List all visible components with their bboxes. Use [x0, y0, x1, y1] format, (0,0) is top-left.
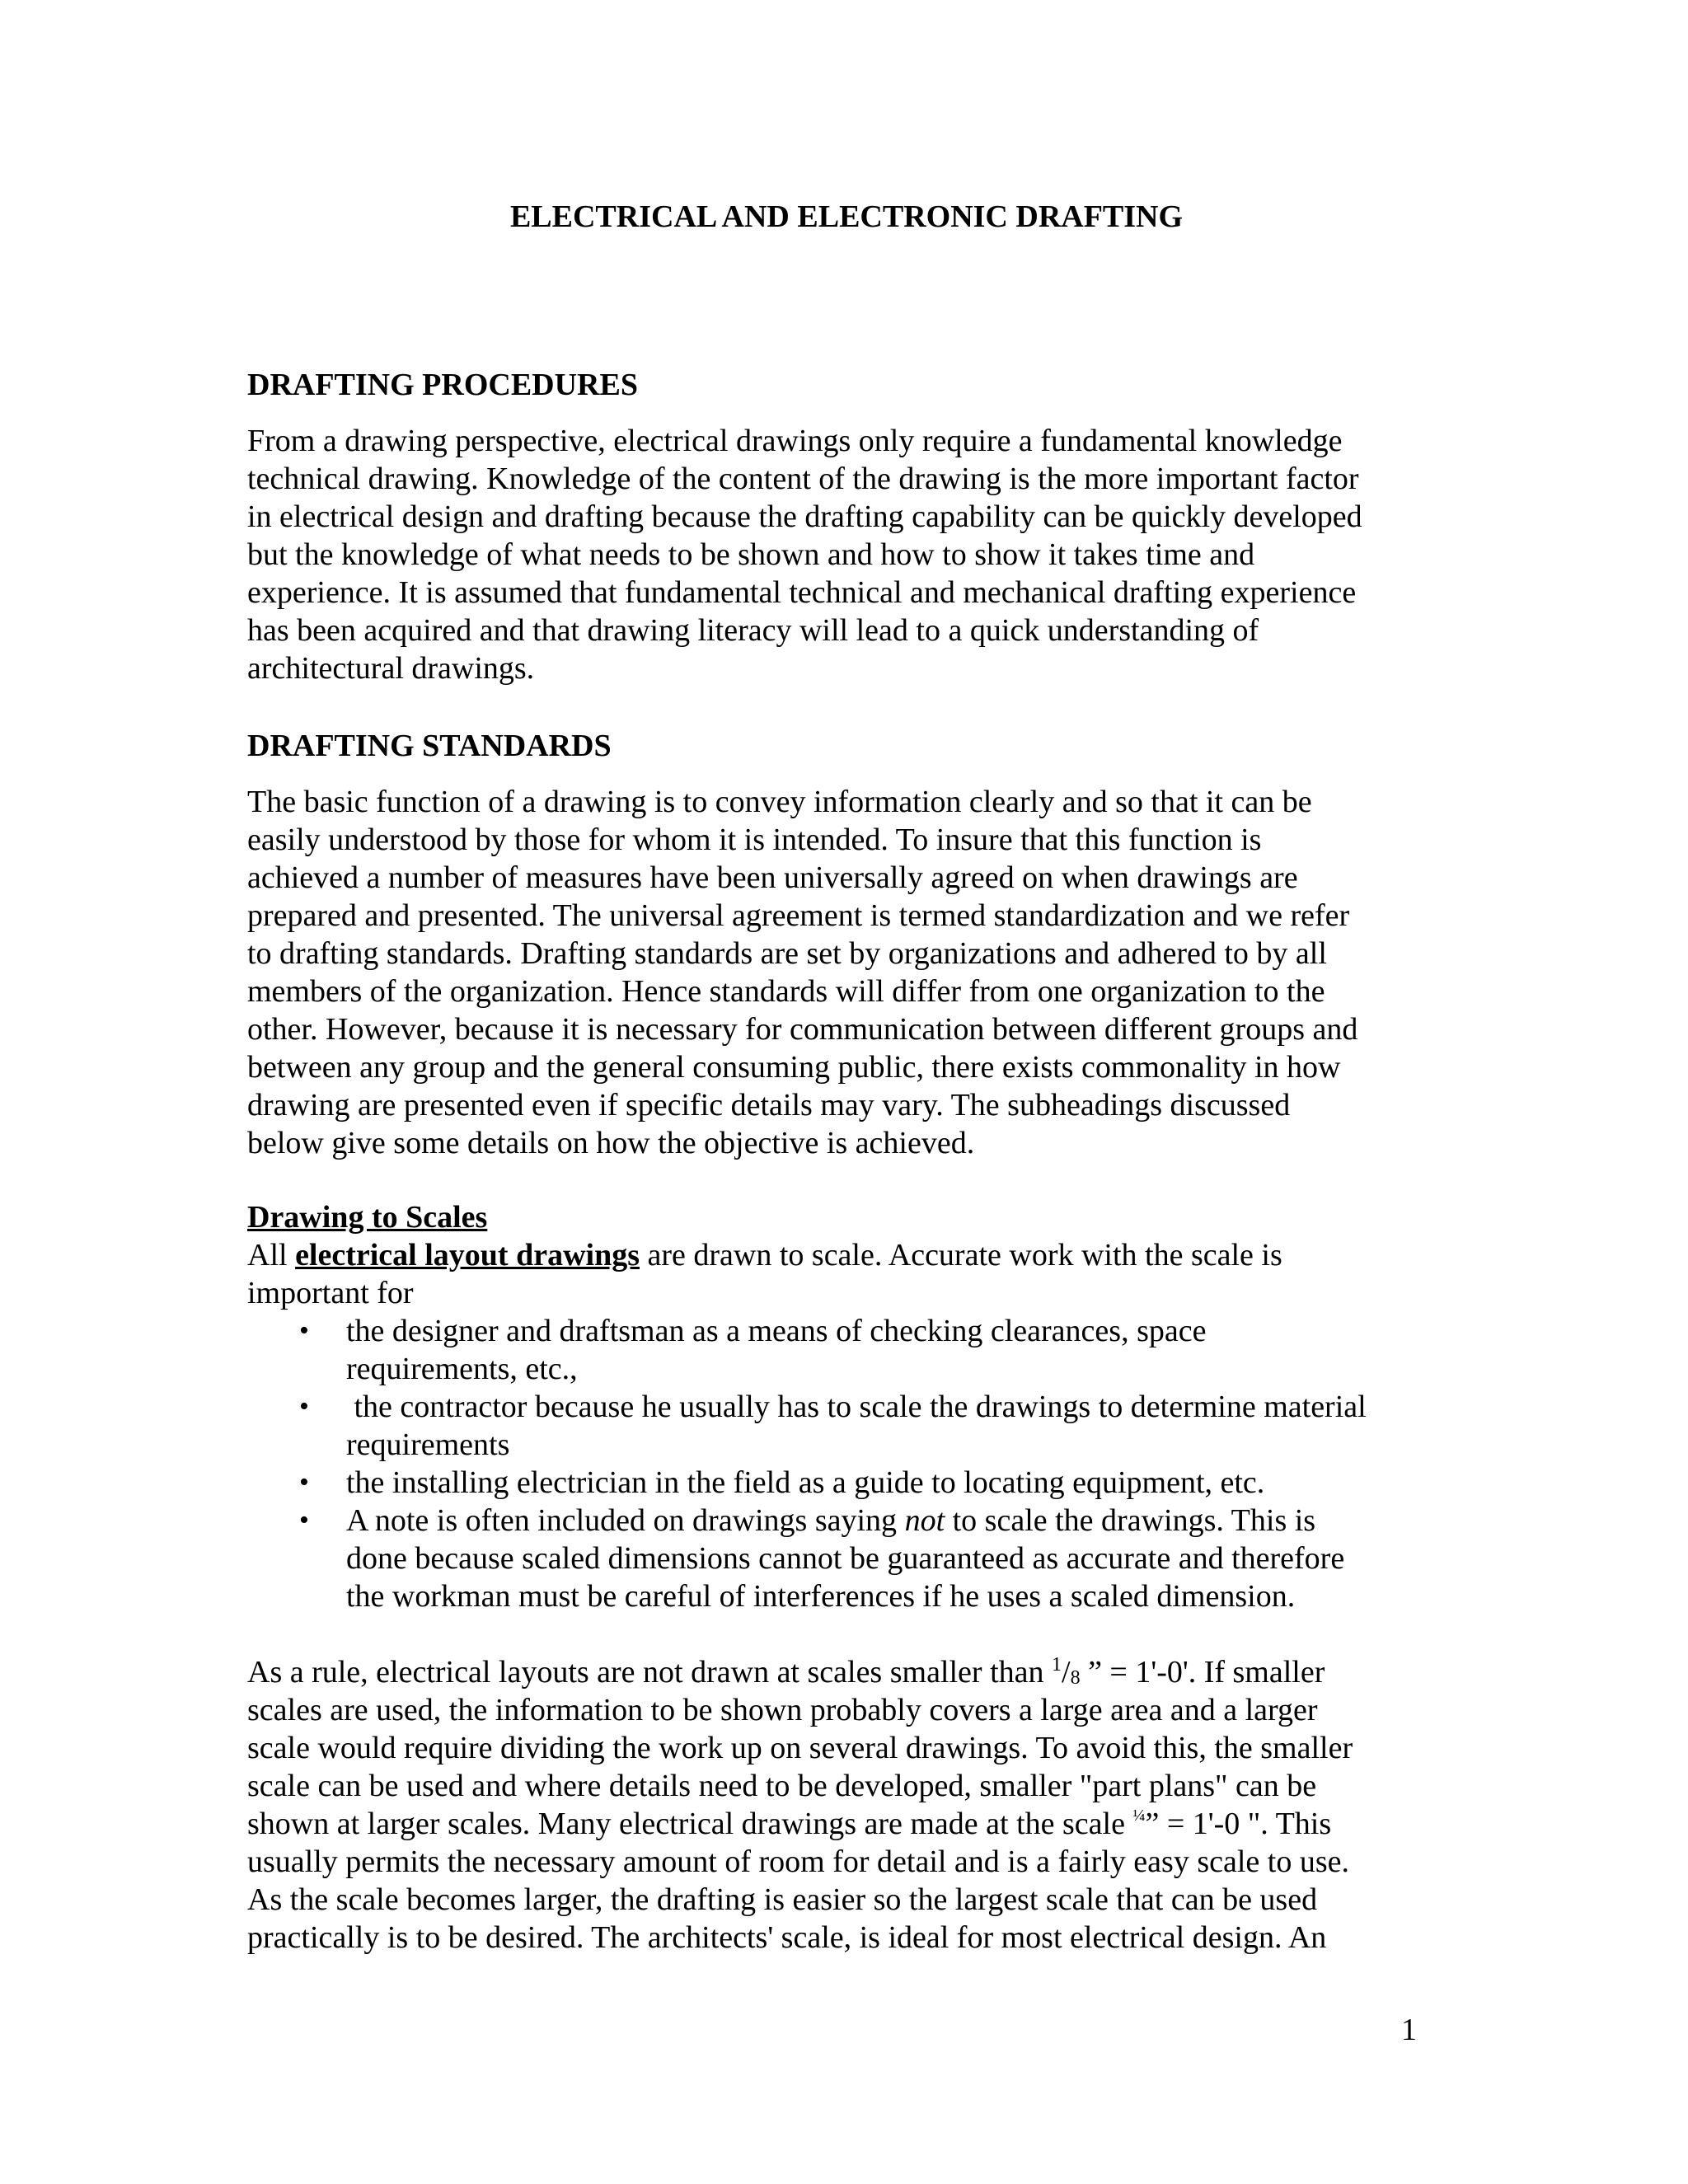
text-line: in electrical design and drafting because the drafting capability can be quickly developed: [247, 499, 1362, 534]
text-line: done because scaled dimensions cannot be guaranteed as accurate and therefore: [346, 1541, 1345, 1576]
paragraph: [247, 422, 1434, 687]
section-drafting-procedures: [247, 366, 1434, 687]
paragraph-rule: [247, 1653, 1434, 1957]
text-line: As a rule, electrical layouts are not drawn at scales smaller than $^1/_8$ ” = 1'-0'. If smaller: [247, 1654, 1325, 1690]
emphasis-word: not: [904, 1503, 945, 1538]
bullet-icon: •: [299, 1505, 309, 1535]
fraction-slash: /: [1062, 1655, 1071, 1690]
text-line: but the knowledge of what needs to be shown and how to show it takes time and: [247, 537, 1255, 572]
text-line: members of the organization. Hence standards will differ from one organization to the: [247, 974, 1325, 1009]
fraction-denominator: 8: [1070, 1667, 1081, 1689]
bullet-list: [247, 1312, 1434, 1615]
list-item: [247, 1464, 1434, 1502]
text-line: scales are used, the information to be shown probably covers a large area and a larger: [247, 1693, 1318, 1727]
section-drafting-standards: [247, 727, 1434, 1162]
text-line: other. However, because it is necessary for communication between different groups and: [247, 1012, 1358, 1047]
document-title: ELECTRICAL AND ELECTRONIC DRAFTING: [509, 199, 1184, 234]
text-line: has been acquired and that drawing literacy will lead to a quick understanding of: [247, 613, 1259, 648]
section-heading: DRAFTING PROCEDURES: [247, 368, 638, 402]
text-line: important for: [247, 1276, 414, 1310]
paragraph-intro: [247, 1236, 1434, 1312]
text-line: between any group and the general consuming public, there exists commonality in how: [247, 1050, 1341, 1085]
text-line: the workman must be careful of interferences if he uses a scaled dimension.: [346, 1579, 1296, 1614]
text-line: the contractor because he usually has to scale the drawings to determine material: [346, 1390, 1367, 1424]
text-line: requirements, etc.,: [346, 1352, 578, 1386]
text-line: scale would require dividing the work up on several drawings. To avoid this, the smaller: [247, 1731, 1353, 1765]
text-line: practically is to be desired. The architects' scale, is ideal for most electrical design. An: [247, 1920, 1327, 1955]
text-line: experience. It is assumed that fundamental technical and mechanical drafting experience: [247, 575, 1357, 610]
text-line: prepared and presented. The universal agreement is termed standardization and we refer: [247, 898, 1350, 933]
page-number: 1: [1401, 2013, 1417, 2047]
list-item: [247, 1388, 1434, 1464]
emphasis-term: electrical layout drawings: [295, 1238, 640, 1272]
paragraph: [247, 783, 1434, 1162]
text-line: the installing electrician in the field as a guide to locating equipment, etc.: [346, 1465, 1265, 1500]
text-line: The basic function of a drawing is to convey information clearly and so that it can be: [247, 785, 1312, 819]
text-line: technical drawing. Knowledge of the content of the drawing is the more important factor: [247, 462, 1359, 496]
text-line: From a drawing perspective, electrical drawings only require a fundamental knowledge: [247, 424, 1343, 458]
bullet-icon: •: [299, 1315, 309, 1346]
subsection-heading: Drawing to Scales: [247, 1200, 488, 1235]
text-line: drawing are presented even if specific details may vary. The subheadings discussed: [247, 1088, 1291, 1122]
section-heading: DRAFTING STANDARDS: [247, 729, 612, 763]
text-line: the designer and draftsman as a means of checking clearances, space: [346, 1314, 1207, 1348]
text-line: architectural drawings.: [247, 651, 535, 686]
bullet-icon: •: [299, 1467, 309, 1497]
text-line: usually permits the necessary amount of room for detail and is a fairly easy scale to use.: [247, 1844, 1349, 1879]
bullet-icon: •: [299, 1391, 309, 1422]
text-line: achieved a number of measures have been universally agreed on when drawings are: [247, 860, 1298, 895]
text-line: As the scale becomes larger, the drafting is easier so the largest scale that can be used: [247, 1882, 1318, 1917]
text-line: below give some details on how the objective is achieved.: [247, 1126, 975, 1160]
fraction-numerator: 1: [1052, 1654, 1062, 1675]
text-line: requirements: [346, 1427, 510, 1462]
list-item: [247, 1312, 1434, 1388]
fraction-quarter: ¼: [1132, 1807, 1146, 1825]
text-line: A note is often included on drawings saying not to scale the drawings. This is: [346, 1503, 1316, 1538]
text-line: to drafting standards. Drafting standards are set by organizations and adhered to by all: [247, 936, 1327, 971]
text-line: shown at larger scales. Many electrical drawings are made at the scale $^{\frac{1}{4}}$” = 1'-0 ". This: [247, 1807, 1332, 1841]
text-line: easily understood by those for whom it is intended. To insure that this function is: [247, 823, 1262, 857]
text-line: scale can be used and where details need to be developed, smaller "part plans" can be: [247, 1769, 1317, 1803]
text-line: All electrical layout drawings are drawn to scale. Accurate work with the scale is: [247, 1238, 1282, 1272]
list-item: [247, 1502, 1434, 1615]
section-drawing-to-scales: [247, 1198, 1434, 1957]
